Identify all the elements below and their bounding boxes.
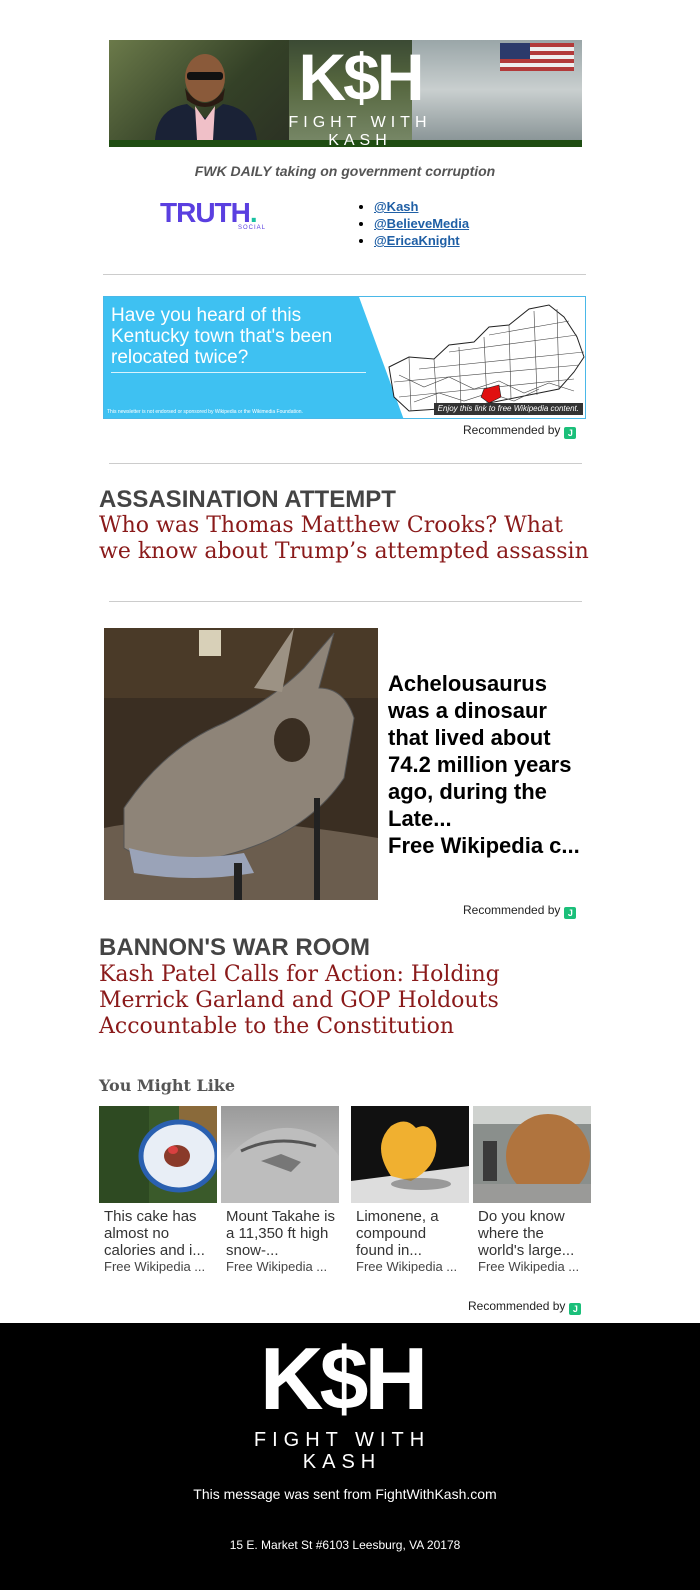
card-title: This cake has almost no calories and i... xyxy=(104,1208,205,1259)
card-source: Free Wikipedia ... xyxy=(226,1259,328,1274)
ad-rule xyxy=(111,372,366,373)
list-item xyxy=(374,215,469,232)
recommended-by[interactable] xyxy=(463,903,576,919)
sponsored-ad-kentucky[interactable] xyxy=(103,296,586,419)
you-might-like-heading: You Might Like xyxy=(99,1076,236,1095)
footer-address: 15 E. Market St #6103 Leesburg, VA 20178 xyxy=(229,1538,461,1552)
list-item xyxy=(374,232,469,249)
recommended-by-label: Recommended by xyxy=(463,903,561,917)
card-source: Free Wikipedia ... xyxy=(104,1259,206,1274)
divider xyxy=(109,601,582,602)
truth-logo-dot: . xyxy=(249,197,257,228)
divider xyxy=(103,274,586,275)
recommended-by-label: Recommended by xyxy=(468,1299,566,1313)
cake-image xyxy=(99,1106,217,1203)
truth-logo-sub: SOCIAL xyxy=(238,225,267,231)
article-link-crooks[interactable]: Who was Thomas Matthew Crooks? What we know about Trump’s attempted assassin xyxy=(99,513,589,564)
large-ball-image xyxy=(473,1106,591,1203)
logo-text: K$H xyxy=(298,40,422,114)
recommendation-card[interactable] xyxy=(99,1106,217,1276)
card-title: Mount Takahe is a 11,350 ft high snow-... xyxy=(226,1208,335,1259)
recommendation-card[interactable] xyxy=(351,1106,469,1276)
handle-link-kash[interactable]: @Kash xyxy=(374,199,419,214)
section-title-assassination: ASSASINATION ATTEMPT xyxy=(99,486,396,513)
card-title: Do you know where the world's large... xyxy=(478,1208,575,1259)
footer-logo-text: K$H xyxy=(259,1329,425,1428)
handle-link-ericaknight[interactable]: @EricaKnight xyxy=(374,233,460,248)
kash-logo xyxy=(285,40,435,147)
truth-social-logo[interactable] xyxy=(160,198,290,238)
ad-enjoy-label: Enjoy this link to free Wikipedia content. xyxy=(434,403,583,415)
footer xyxy=(0,1323,700,1590)
footer-logo-subtitle: FIGHT WITH KASH xyxy=(253,1429,431,1473)
card-title: Limonene, a compound found in... xyxy=(356,1208,439,1259)
person-photo xyxy=(147,48,267,140)
limonene-image xyxy=(351,1106,469,1203)
tagline: FWK DAILY taking on government corruption xyxy=(194,163,496,179)
flag-image xyxy=(500,43,574,71)
recommendation-card[interactable] xyxy=(473,1106,591,1276)
ad-dinosaur-text[interactable]: Achelousaurus was a dinosaur that lived about 74.2 million years ago, during the Late... xyxy=(388,671,572,831)
recommended-badge-icon: J xyxy=(569,1303,581,1315)
dinosaur-image[interactable] xyxy=(104,628,378,900)
footer-kash-logo[interactable] xyxy=(249,1329,435,1473)
footer-message: This message was sent from FightWithKash.com xyxy=(193,1486,497,1502)
mount-takahe-image xyxy=(221,1106,339,1203)
card-source: Free Wikipedia ... xyxy=(356,1259,458,1274)
article-link-kash-patel[interactable]: Kash Patel Calls for Action: Holding Merrick Garland and GOP Holdouts Accountable to the Constitution xyxy=(99,962,500,1039)
list-item xyxy=(374,198,469,215)
recommended-badge-icon: J xyxy=(564,427,576,439)
ad-headline: Have you heard of this Kentucky town that's been relocated twice? xyxy=(111,305,333,368)
header-banner[interactable] xyxy=(109,40,582,147)
logo-subtitle: FIGHT WITH KASH xyxy=(288,114,432,147)
section-title-war-room: BANNON'S WAR ROOM xyxy=(99,934,371,961)
social-handles-list xyxy=(358,198,469,249)
ad-disclaimer: This newsletter is not endorsed or sponsored by Wikipedia or the Wikimedia Foundation. xyxy=(107,409,303,415)
dinosaur-skull-image xyxy=(104,628,378,900)
kentucky-map-image xyxy=(379,297,586,419)
recommended-by[interactable] xyxy=(468,1299,581,1315)
divider xyxy=(109,463,582,464)
ad-dinosaur-source[interactable]: Free Wikipedia c... xyxy=(388,833,580,858)
recommended-by-label: Recommended by xyxy=(463,423,561,437)
card-source: Free Wikipedia ... xyxy=(478,1259,580,1274)
truth-logo-text: TRUTH xyxy=(160,197,250,228)
recommended-by[interactable] xyxy=(463,423,576,439)
handle-link-believemedia[interactable]: @BelieveMedia xyxy=(374,216,470,231)
recommendation-card[interactable] xyxy=(221,1106,339,1276)
recommended-badge-icon: J xyxy=(564,907,576,919)
